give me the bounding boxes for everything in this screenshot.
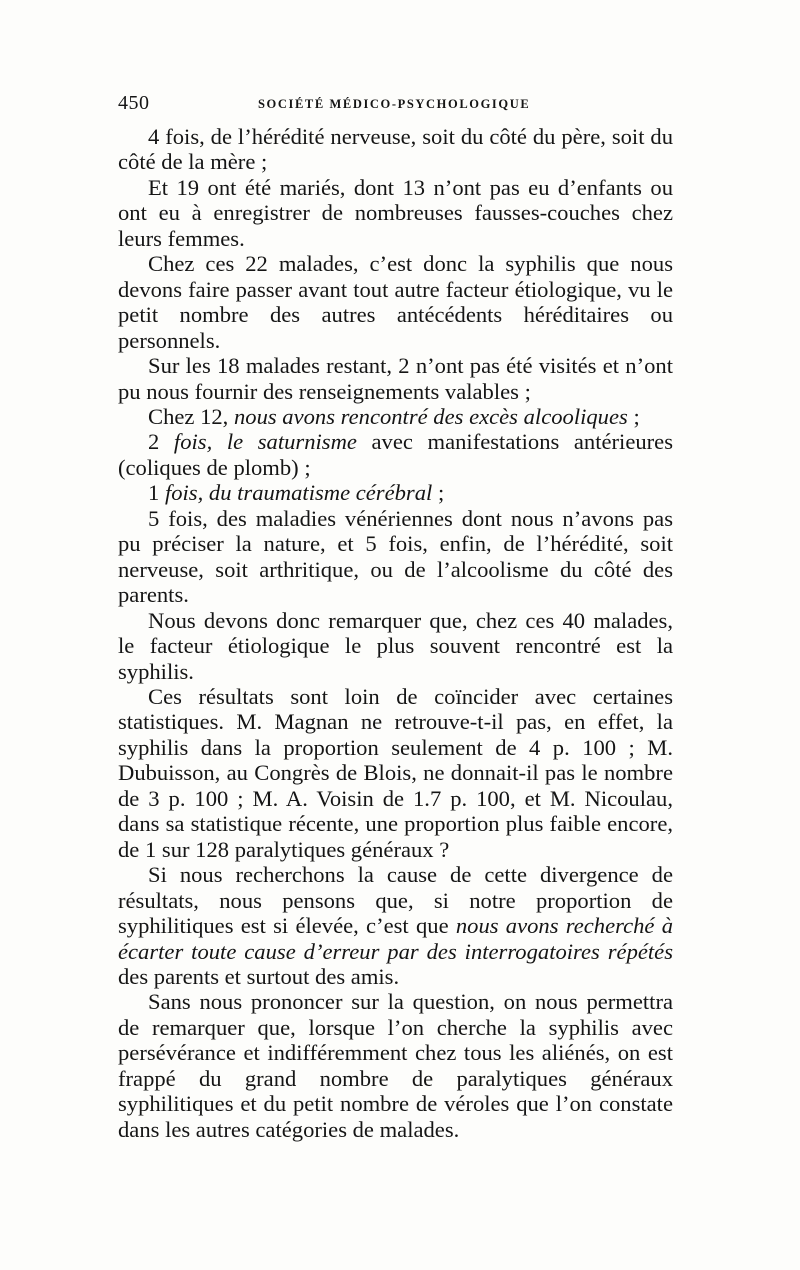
- paragraph-saturnisme-tail: avec manifestations antérieures (coliques de plomb) ;: [118, 429, 674, 480]
- paragraph-traumatisme-lead: 1: [148, 480, 165, 506]
- paragraph-saturnisme-italic: fois, le saturnisme: [173, 429, 357, 455]
- paragraph-conclusion: Sans nous prononcer sur la question, on nous permettra de remarquer que, lorsque l’on cherche la syphilis avec persévérance et indifféremment chez tous les aliénés, on est frappé du grand nombre de paralytiques généraux syphilitiques et du petit nombre de véroles que l’on constate dans les autres catégories de malades.: [118, 989, 673, 1142]
- paragraph-alcooliques-tail: ;: [627, 403, 640, 429]
- paragraph-alcooliques-italic: nous avons rencontré des excès alcooliques: [233, 403, 628, 429]
- paragraph-divergence-italic: nous avons recherché à écarter toute cause d’erreur par des interrogatoires répétés: [118, 913, 673, 964]
- paragraph-alcooliques-lead: Chez 12,: [148, 403, 234, 429]
- page-header: [118, 92, 678, 118]
- paragraph-restants: Sur les 18 malades restant, 2 n’ont pas été visités et n’ont pu nous fournir des renseignements valables ;: [118, 353, 673, 404]
- paragraph-divergence: [118, 862, 673, 989]
- page-number: 450: [118, 92, 150, 114]
- paragraph-maries: Et 19 ont été mariés, dont 13 n’ont pas eu d’enfants ou ont eu à enregistrer de nombreuses fausses-couches chez leurs femmes.: [118, 174, 673, 251]
- paragraph-saturnisme-lead: 2: [148, 429, 174, 455]
- paragraph-traumatisme-italic: fois, du traumatisme cérébral: [164, 480, 433, 506]
- body-text: [118, 124, 673, 1142]
- paragraph-traumatisme: [118, 480, 673, 505]
- paragraph-statistiques: Ces résultats sont loin de coïncider avec certaines statistiques. M. Magnan ne retrouve-t-il pas, en effet, la syphilis dans la proportion seulement de 4 p. 100 ; M. Dubuisson, au Congrès de Blois, ne donnait-il pas le nombre de 3 p. 100 ; M. A. Voisin de 1.7 p. 100, et M. Nicoulau, dans sa statistique récente, une proportion plus faible encore, de 1 sur 128 paralytiques généraux ?: [118, 683, 673, 862]
- paragraph-divergence-tail: des parents et surtout des amis.: [118, 963, 400, 989]
- paragraph-heredite: 4 fois, de l’hérédité nerveuse, soit du côté du père, soit du côté de la mère ;: [118, 124, 673, 175]
- paragraph-alcooliques: [118, 404, 673, 429]
- paragraph-venerienne: 5 fois, des maladies vénériennes dont nous n’avons pas pu préciser la nature, et 5 fois, enfin, de l’hérédité, soit nerveuse, soit arthritique, ou de l’alcoolisme du côté des parents.: [118, 505, 673, 608]
- paragraph-divergence-lead: Si nous recherchons la cause de cette divergence de résultats, nous pensons que, si notre proportion de syphilitiques est si élevée, c’est que: [118, 862, 673, 939]
- paragraph-remarquer: Nous devons donc remarquer que, chez ces 40 malades, le facteur étiologique le plus souvent rencontré est la syphilis.: [118, 607, 673, 684]
- paragraph-syphilis-facteur: Chez ces 22 malades, c’est donc la syphilis que nous devons faire passer avant tout autre facteur étiologique, vu le petit nombre des autres antécédents héréditaires ou personnels.: [118, 251, 673, 353]
- paragraph-saturnisme: [118, 429, 673, 480]
- running-head: SOCIÉTÉ MÉDICO-PSYCHOLOGIQUE: [258, 97, 531, 111]
- paragraph-traumatisme-tail: ;: [432, 480, 445, 506]
